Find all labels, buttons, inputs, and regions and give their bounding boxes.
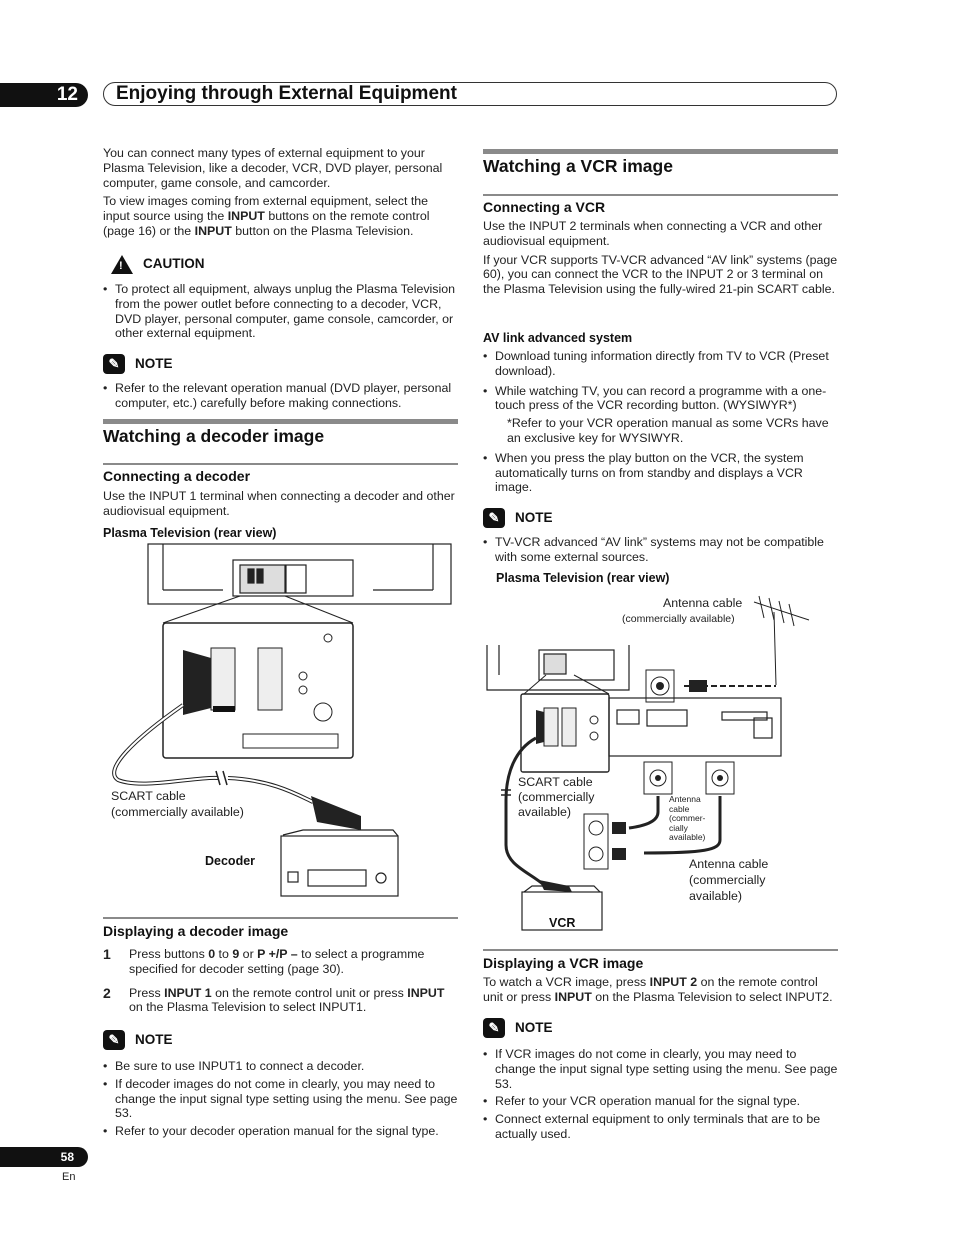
antenna-jack-vcr-in (644, 762, 672, 794)
page-number: 58 (0, 1147, 88, 1167)
subsection-rule (483, 194, 838, 196)
step-2: 2 Press INPUT 1 on the remote control unit or press INPUT on the Plasma Television to select INPUT1. (103, 984, 445, 1015)
pencil-note-icon: ✎ (103, 354, 125, 374)
chapter-title-bar (103, 82, 837, 106)
antenna-cable-mid (629, 796, 658, 828)
antenna-cable-label-top: Antenna cable (663, 596, 743, 610)
caution-title: CAUTION (143, 256, 205, 272)
decoder-steps (103, 947, 458, 1015)
antenna-cable-label-bottom: Antenna cable (commercially available) (689, 857, 769, 903)
intro-paragraph-2: To view images coming from external equipment, select the input source using the INPUT buttons on the remote control (page 16) or the INPUT button on the Plasma Television. (103, 194, 430, 238)
zoom-line (285, 596, 353, 623)
note-item: • Refer to your decoder operation manual for the signal type. (103, 1124, 458, 1139)
chapter-number: 12 (0, 83, 88, 107)
left-intro (103, 146, 458, 239)
language-label: En (62, 1171, 76, 1183)
vcr-rear-panel-zoom (609, 698, 781, 756)
note-item: • TV-VCR advanced “AV link” systems may not be compatible with some external sources. (483, 535, 838, 565)
connecting-decoder-heading: Connecting a decoder (103, 468, 251, 484)
antenna-cable-label-mid: Antenna cable (commer- cially available) (669, 794, 706, 842)
vcr-label: VCR (549, 916, 576, 930)
step-1: 1 Press buttons 0 to 9 or P +/P – to select a programme specified for decoder setting (page 30). (103, 946, 425, 976)
decoder-connection-diagram (103, 540, 458, 905)
connecting-vcr-paragraph-2: If your VCR supports TV-VCR advanced “AV link” systems (page 60), you can connect the VCR to the INPUT 2 or 3 terminal on the Plasma Television using the fully-wired 21-pin SCART cable. (483, 252, 838, 297)
decoder-label: Decoder (205, 854, 256, 868)
vcr-heading: Watching a VCR image (483, 156, 673, 176)
caution-block (103, 255, 458, 344)
note-title: NOTE (135, 355, 173, 371)
chapter-title: Enjoying through External Equipment (116, 83, 457, 104)
pencil-note-icon: ✎ (103, 1030, 125, 1050)
av-link-footnote: *Refer to your VCR operation manual as some VCRs have an exclusive key for WYSIWYR. (507, 416, 829, 445)
displaying-vcr-text: To watch a VCR image, press INPUT 2 on the remote control unit or press INPUT on the Plasma Television to select INPUT2. (483, 975, 833, 1004)
av-link-list (483, 349, 838, 498)
tv-rear-panel (148, 544, 451, 604)
note-block-3 (483, 508, 838, 568)
av-link-heading: AV link advanced system (483, 331, 633, 345)
note-item: • If VCR images do not come in clearly, you may need to change the input signal type setting using the menu. See page 53. (483, 1047, 838, 1091)
note-title: NOTE (515, 1019, 553, 1035)
connecting-vcr-paragraph-1: Use the INPUT 2 terminals when connecting a VCR and other audiovisual equipment. (483, 219, 823, 248)
warning-icon: ! (111, 255, 133, 274)
note-item: • Be sure to use INPUT1 to connect a decoder. (103, 1059, 458, 1074)
decoder-heading: Watching a decoder image (103, 426, 325, 446)
connecting-decoder-text: Use the INPUT 1 terminal when connecting a decoder and other audiovisual equipment. (103, 489, 455, 518)
intro-paragraph-1: You can connect many types of external equipment to your Plasma Television, like a decoder, VCR, DVD player, personal computer, game console, and camcorder. (103, 146, 443, 190)
decoder-device (281, 830, 398, 896)
displaying-vcr-heading: Displaying a VCR image (483, 955, 644, 971)
note-item: • If decoder images do not come in clearly, you may need to change the input signal type setting using the menu. See page 53. (103, 1077, 458, 1121)
av-link-item: • When you press the play button on the VCR, the system automatically turns on from standby and displays a VCR image. (483, 451, 838, 495)
note-title: NOTE (515, 509, 553, 525)
subsection-rule (103, 917, 458, 919)
antenna-icon (754, 596, 809, 685)
antenna-jack-vcr-out (706, 762, 734, 794)
subsection-rule (483, 949, 838, 951)
pencil-note-icon: ✎ (483, 508, 505, 528)
scart-plug-tv-end (183, 650, 211, 715)
av-link-item: • Download tuning information directly from TV to VCR (Preset download). (483, 349, 838, 379)
scart-plug-decoder-end (311, 796, 361, 830)
tv-rear-panel (487, 645, 629, 690)
note-item: • Connect external equipment to only terminals that are to be actually used. (483, 1112, 838, 1142)
zoom-line (163, 596, 240, 623)
vcr-connection-diagram (484, 590, 838, 940)
note-block-2 (103, 1030, 458, 1142)
rear-view-label: Plasma Television (rear view) (103, 526, 277, 540)
note-item: • Refer to your VCR operation manual for the signal type. (483, 1094, 838, 1109)
connecting-vcr-heading: Connecting a VCR (483, 199, 606, 215)
displaying-decoder-heading: Displaying a decoder image (103, 923, 289, 939)
pencil-note-icon: ✎ (483, 1018, 505, 1038)
scart-cable-label: SCART cable (commercially available) (111, 789, 244, 819)
section-rule (103, 419, 458, 424)
av-link-item: • While watching TV, you can record a programme with a one-touch press of the VCR recording button. (WYSIWYR*) (483, 384, 838, 414)
antenna-jack-tv (646, 670, 674, 702)
caution-item: • To protect all equipment, always unplug the Plasma Television from the power outlet before connecting to a decoder, VCR, DVD player, personal computer, game console, camcorder, or other external equipment. (103, 282, 458, 341)
vcr-antenna-terminals (584, 814, 626, 869)
section-rule (483, 149, 838, 154)
rear-view-label: Plasma Television (rear view) (496, 571, 670, 585)
antenna-cable-label-top-note: (commercially available) (622, 613, 735, 625)
subsection-rule (103, 463, 458, 465)
scart-cable-label: SCART cable (commercially available) (518, 775, 595, 819)
tv-terminal-zoom (521, 694, 609, 772)
note-block-4 (483, 1018, 838, 1145)
note-item: • Refer to the relevant operation manual (DVD player, personal computer, etc.) carefully before making connections. (103, 381, 458, 411)
note-block-1 (103, 354, 458, 414)
note-title: NOTE (135, 1031, 173, 1047)
